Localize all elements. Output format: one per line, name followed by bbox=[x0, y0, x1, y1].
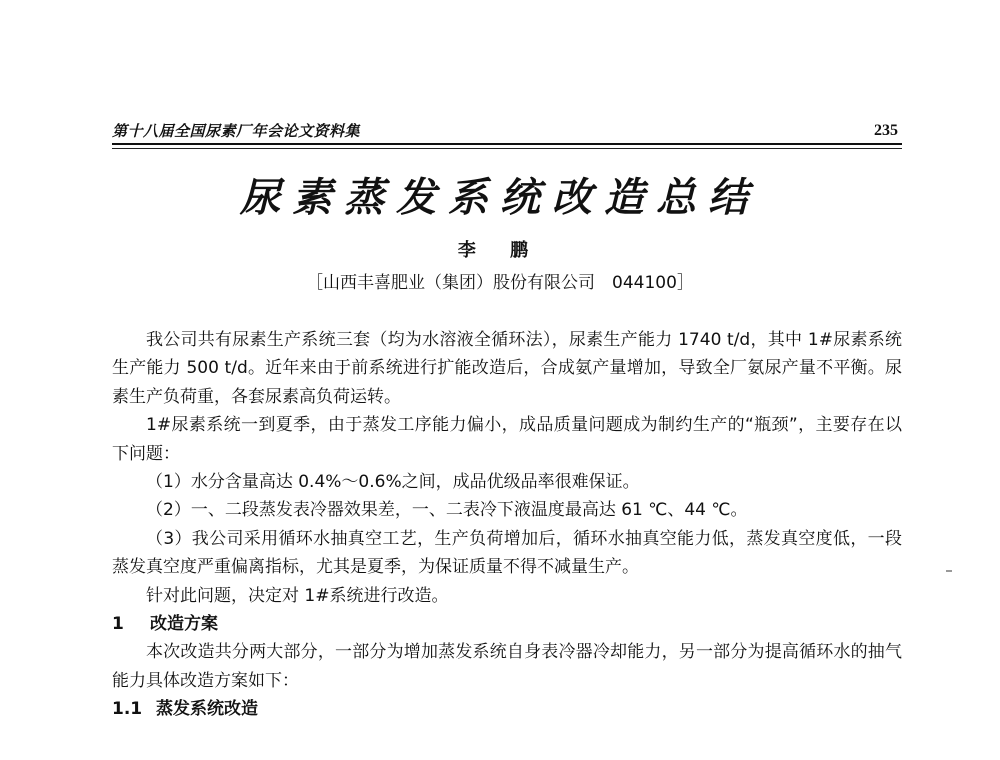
author-affiliation: ［山西丰喜肥业（集团）股份有限公司 044100］ bbox=[306, 273, 694, 293]
section-title: 改造方案 bbox=[150, 614, 218, 635]
scan-speck bbox=[946, 570, 952, 572]
paragraph-problem: 1#尿素系统一到夏季，由于蒸发工序能力偏小，成品质量问题成为制约生产的“瓶颈”，主要存在以下问题： bbox=[112, 415, 902, 464]
header-rule bbox=[112, 143, 902, 145]
paragraph-decision: 针对此问题，决定对 1#系统进行改造。 bbox=[146, 585, 449, 606]
paragraph-plan: 本次改造共分两大部分，一部分为增加蒸发系统自身表冷器冷却能力，另一部分为提高循环水的抽气能力具体改造方案如下： bbox=[112, 642, 902, 691]
header-rule-thin bbox=[112, 148, 902, 149]
problem-item-2: （2）一、二段蒸发表冷器效果差，一、二表冷下液温度最高达 61 ℃、44 ℃。 bbox=[146, 500, 748, 521]
problem-item-3: （3）我公司采用循环水抽真空工艺，生产负荷增加后，循环水抽真空能力低，蒸发真空度低，一段蒸发真空度严重偏离指标，尤其是夏季，为保证质量不得不减量生产。 bbox=[112, 528, 902, 578]
subsection-title: 蒸发系统改造 bbox=[156, 699, 258, 720]
page-number: 235 bbox=[874, 122, 898, 139]
problem-item-1: （1）水分含量高达 0.4%～0.6%之间，成品优级品率很难保证。 bbox=[146, 472, 640, 493]
article-title: 尿素蒸发系统改造总结 bbox=[240, 174, 760, 221]
section-heading-1-1 bbox=[112, 695, 902, 723]
article-body bbox=[112, 326, 902, 724]
section-number: 1 bbox=[112, 614, 124, 635]
subsection-number: 1.1 bbox=[112, 699, 143, 720]
paragraph-intro: 我公司共有尿素生产系统三套（均为水溶液全循环法），尿素生产能力 1740 t/d，其中 1#尿素系统生产能力 500 t/d。近年来由于前系统进行扩能改造后，合成氨产量增加，导致全厂氨尿产量不平衡。尿素生产负荷重，各套尿素高负荷运转。 bbox=[112, 330, 902, 407]
journal-title: 第十八届全国尿素厂年会论文资料集 bbox=[112, 122, 361, 140]
running-header bbox=[112, 118, 902, 144]
author-name: 李 鹏 bbox=[457, 240, 543, 261]
section-heading-1 bbox=[112, 610, 902, 638]
